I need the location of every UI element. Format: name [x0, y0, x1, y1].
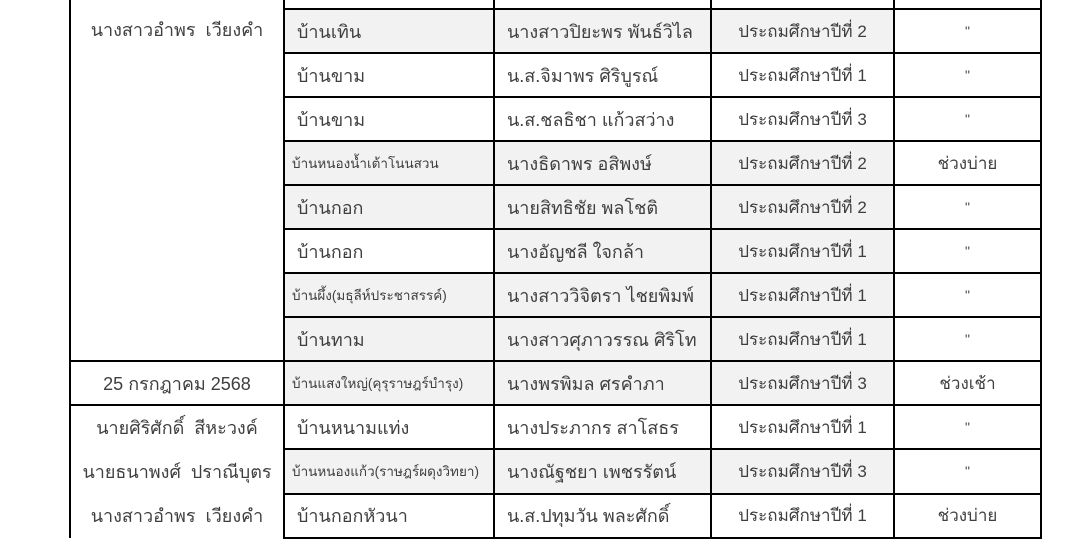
teacher-cell: นางประภากร สาโสธร: [494, 405, 711, 449]
school-cell: บ้านทาม: [284, 317, 494, 361]
session-cell: [894, 317, 1041, 361]
school-cell: บ้านกอก: [284, 185, 494, 229]
school-cell: บ้านขาม: [284, 97, 494, 141]
grade-cell: ประถมศึกษาปีที่ 2: [711, 141, 894, 185]
table-row: [70, 405, 1041, 449]
school-cell: บ้านหนามแท่ง: [284, 405, 494, 449]
date-cell: 25 กรกฎาคม 2568: [70, 361, 284, 405]
school-cell: บ้านแสงใหญ่(คุรุราษฎร์บำรุง): [284, 361, 494, 405]
session-cell: [894, 229, 1041, 273]
session-value: ": [965, 419, 970, 436]
session-cell: [894, 449, 1041, 493]
teacher-cell: นางสาววิจิตรา ไชยพิมพ์: [494, 273, 711, 317]
grade-cell: ประถมศึกษาปีที่ 3: [711, 361, 894, 405]
school-cell: บ้านหนองน้ำเต้าโนนสวน: [284, 141, 494, 185]
session-cell: [894, 273, 1041, 317]
teacher-cell: นางสาวปิยะพร พันธ์วิไล: [494, 9, 711, 53]
grade-cell: ประถมศึกษาปีที่ 3: [711, 449, 894, 493]
grade-cell: ประถมศึกษาปีที่ 1: [711, 273, 894, 317]
teacher-cell: นายสิทธิชัย พลโชติ: [494, 185, 711, 229]
grade-cell: ประถมศึกษาปีที่ 2: [711, 185, 894, 229]
session-cell: [894, 53, 1041, 97]
table-row-partial: [70, 0, 1041, 9]
supervisor-name: นายธนาพงศ์ ปราณีบุตร: [82, 462, 272, 482]
session-value: ": [965, 243, 970, 259]
schedule-table: [69, 0, 1042, 539]
teacher-cell: นางสาวศุภาวรรณ ศิริโท: [494, 317, 711, 361]
session-cell: [894, 405, 1041, 449]
session-value: ": [965, 463, 970, 480]
teacher-cell: น.ส.ชลธิชา แก้วสว่าง: [494, 97, 711, 141]
supervisor-name: นางสาวอำพร เวียงคำ: [90, 20, 264, 40]
supervisor-cell-bottom: [70, 405, 284, 538]
empty-cell: [284, 0, 494, 9]
session-value: ": [965, 331, 970, 347]
session-value: ": [965, 111, 970, 127]
session-cell: [894, 185, 1041, 229]
table-row: [70, 361, 1041, 405]
session-cell: [894, 97, 1041, 141]
grade-cell: ประถมศึกษาปีที่ 1: [711, 229, 894, 273]
session-cell: ช่วงบ่าย: [894, 141, 1041, 185]
teacher-cell: นางอัญชลี ใจกล้า: [494, 229, 711, 273]
grade-cell: ประถมศึกษาปีที่ 2: [711, 9, 894, 53]
grade-cell: ประถมศึกษาปีที่ 1: [711, 53, 894, 97]
empty-cell: [711, 0, 894, 9]
empty-cell: [894, 0, 1041, 9]
session-value: ": [965, 287, 970, 303]
school-cell: บ้านเทิน: [284, 9, 494, 53]
supervisor-cell-top: [70, 0, 284, 361]
grade-cell: ประถมศึกษาปีที่ 1: [711, 317, 894, 361]
session-value: ": [965, 199, 970, 215]
grade-cell: ประถมศึกษาปีที่ 1: [711, 494, 894, 538]
teacher-cell: นางธิดาพร อสิพงษ์: [494, 141, 711, 185]
teacher-cell: น.ส.จิมาพร ศิริบูรณ์: [494, 53, 711, 97]
school-cell: บ้านหนองแก้ว(ราษฎร์ผดุงวิทยา): [284, 449, 494, 493]
session-cell: [894, 9, 1041, 53]
teacher-cell: นางณัฐชยา เพชรรัตน์: [494, 449, 711, 493]
grade-cell: ประถมศึกษาปีที่ 1: [711, 405, 894, 449]
supervisor-name: นายศิริศักดิ์ สีหะวงค์: [96, 418, 258, 438]
teacher-cell: นางพรพิมล ศรคำภา: [494, 361, 711, 405]
session-cell: ช่วงเช้า: [894, 361, 1041, 405]
supervisor-name: นางสาวอำพร เวียงคำ: [90, 506, 264, 526]
teacher-cell: น.ส.ปทุมวัน พละศักดิ์: [494, 494, 711, 538]
school-cell: บ้านผึ้ง(มธุลีห์ประชาสรรค์): [284, 273, 494, 317]
grade-cell: ประถมศึกษาปีที่ 3: [711, 97, 894, 141]
session-value: ": [965, 67, 970, 83]
school-cell: บ้านขาม: [284, 53, 494, 97]
empty-cell: [494, 0, 711, 9]
session-value: ": [965, 23, 970, 39]
session-cell: ช่วงบ่าย: [894, 494, 1041, 538]
school-cell: บ้านกอกหัวนา: [284, 494, 494, 538]
school-cell: บ้านกอก: [284, 229, 494, 273]
